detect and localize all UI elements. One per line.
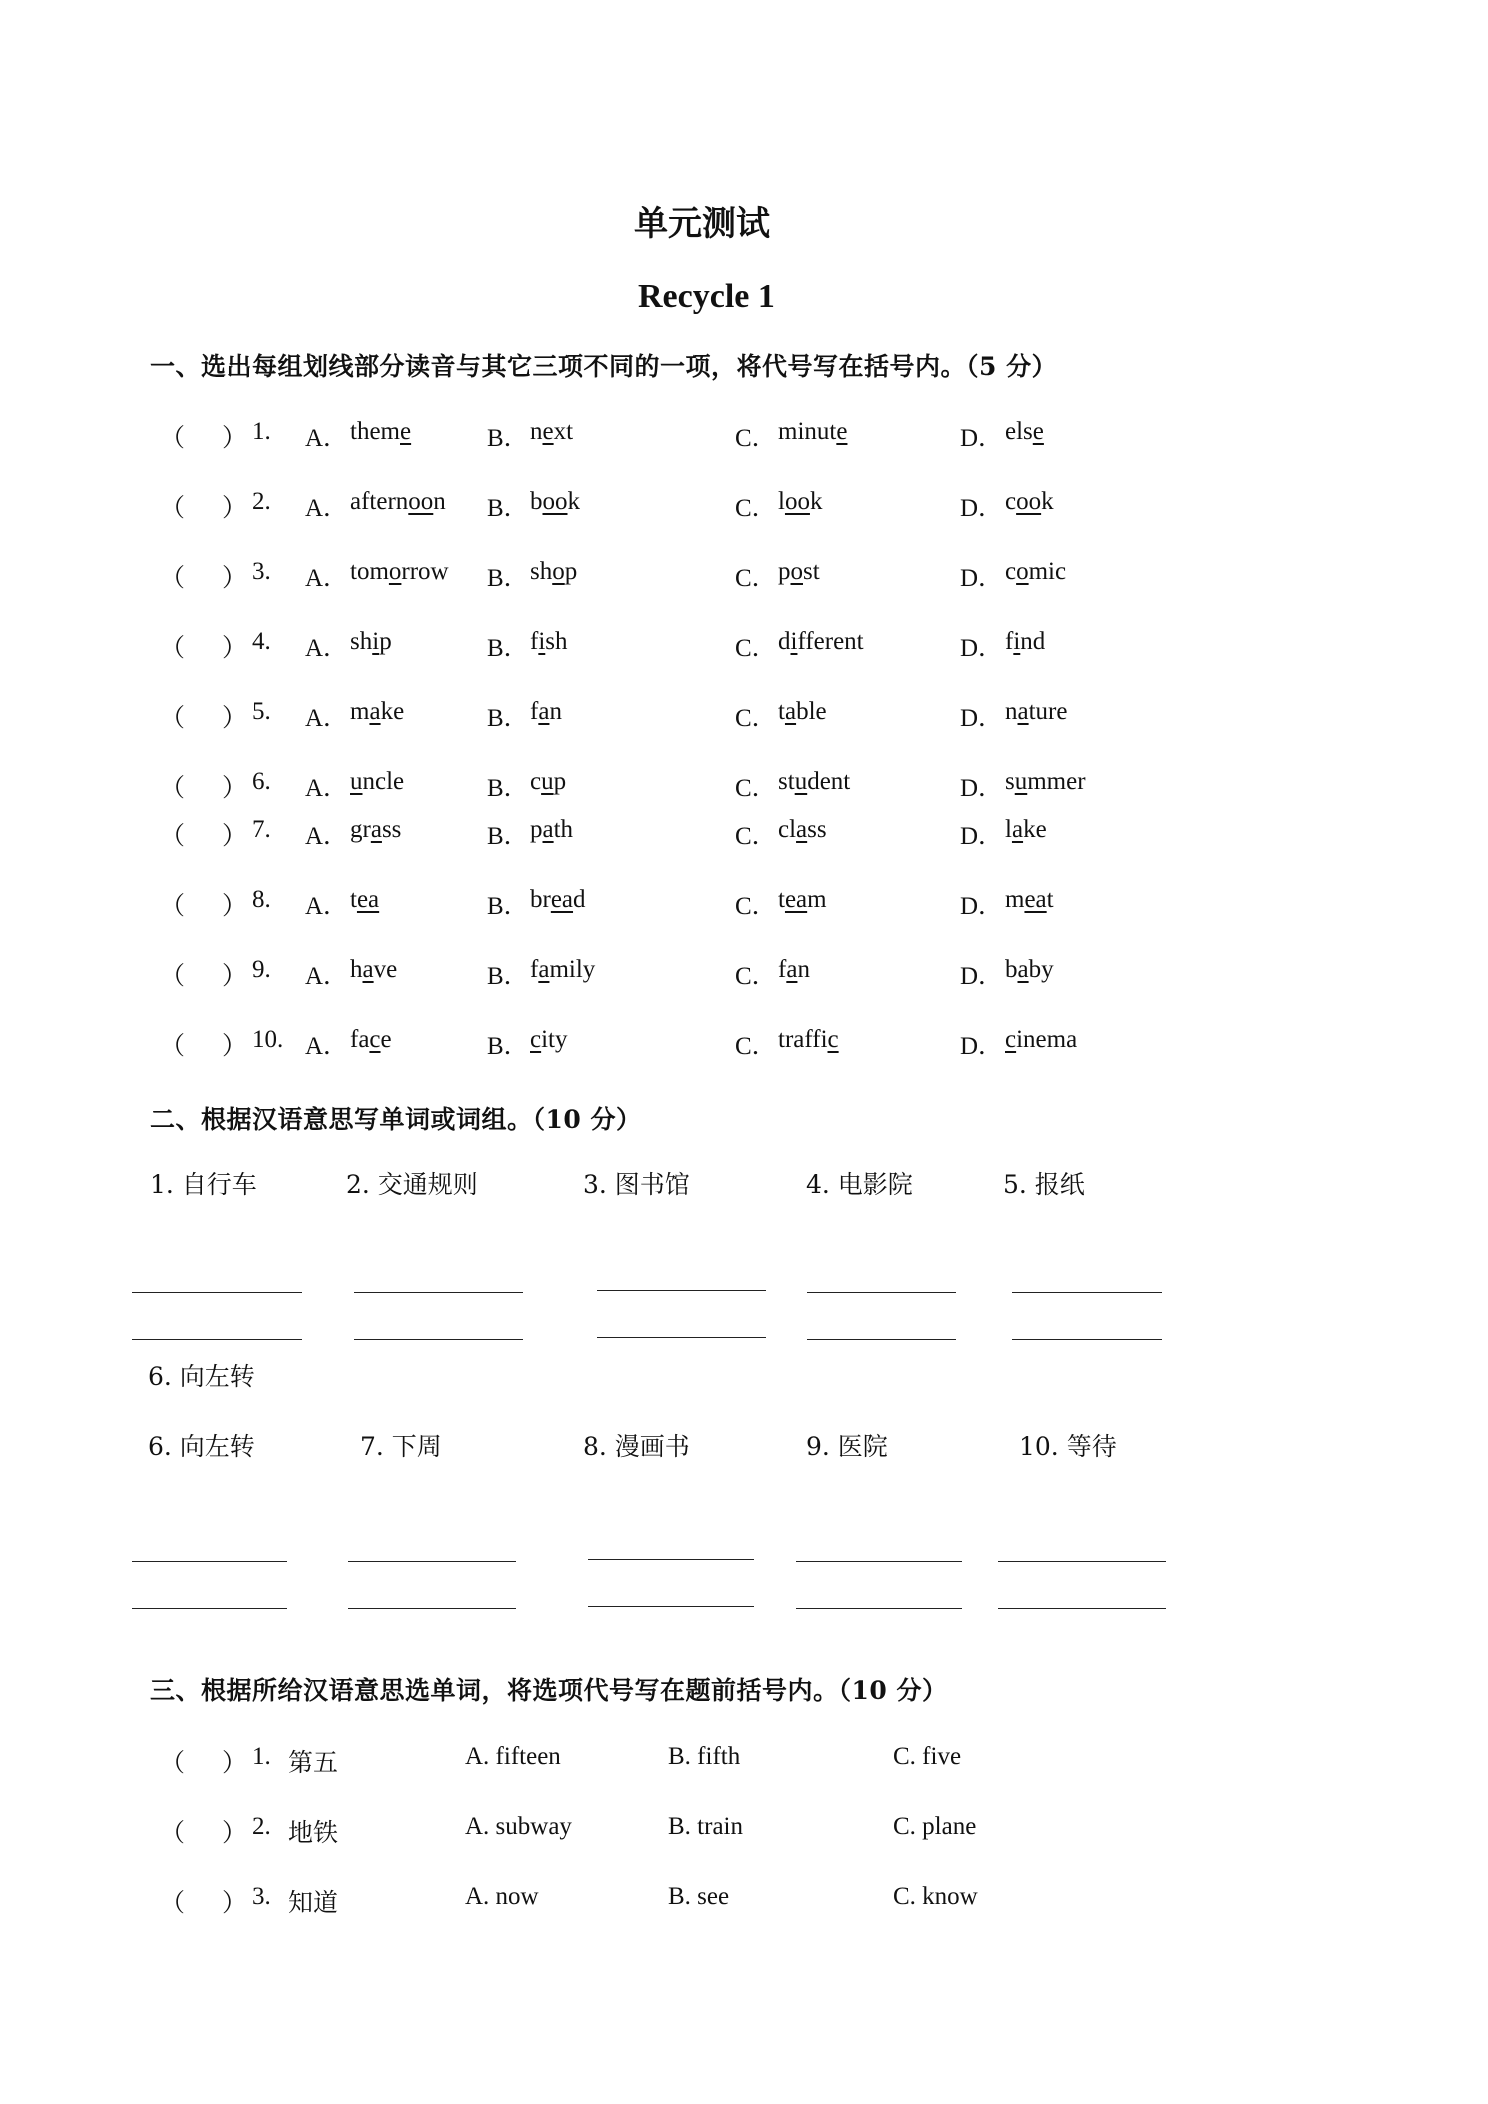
option-word xyxy=(1005,768,1086,796)
option-letter: D． xyxy=(960,963,1004,990)
answer-blank-line[interactable] xyxy=(132,1608,287,1609)
option-word xyxy=(530,768,566,796)
underlined-letters: c xyxy=(530,1026,542,1053)
question-number: 1. xyxy=(252,418,271,445)
word-part: br xyxy=(530,886,551,913)
underlined-letters: a xyxy=(542,816,554,843)
answer-blank-line[interactable] xyxy=(354,1339,523,1340)
underlined-letters: u xyxy=(794,768,808,795)
word-part: st xyxy=(778,768,795,795)
answer-paren-close[interactable]: ） xyxy=(222,495,248,522)
option-letter: C． xyxy=(735,775,777,802)
option-c: C. five xyxy=(893,1743,962,1770)
word-part: minut xyxy=(778,418,837,445)
word-part: l xyxy=(778,488,785,515)
question-number: 7. xyxy=(252,816,271,843)
word-part: p xyxy=(778,558,791,585)
answer-blank-line[interactable] xyxy=(588,1559,754,1560)
option-letter: B． xyxy=(487,1033,529,1060)
answer-blank-line[interactable] xyxy=(1012,1339,1162,1340)
word-part: s xyxy=(1005,768,1015,795)
option-letter: D． xyxy=(960,775,1004,802)
word-part: ss xyxy=(381,816,402,843)
option-letter: A． xyxy=(305,705,349,732)
answer-paren-open[interactable]: （ xyxy=(160,963,186,990)
underlined-letters: a xyxy=(796,816,808,843)
option-letter: B． xyxy=(487,425,529,452)
option-word xyxy=(530,698,562,726)
answer-blank-line[interactable] xyxy=(1012,1292,1162,1293)
word-part: l xyxy=(1005,816,1012,843)
word-part: t xyxy=(778,886,785,913)
underlined-letters: c xyxy=(369,1026,381,1053)
answer-paren-open[interactable]: （ xyxy=(160,893,186,920)
word-part: ity xyxy=(541,1026,568,1053)
question-number: 4. xyxy=(252,628,271,655)
vocab-prompt: 3. 图书馆 xyxy=(583,1170,690,1199)
option-word xyxy=(778,886,827,914)
answer-paren-open[interactable]: （ xyxy=(160,425,186,452)
answer-paren-open[interactable]: （ xyxy=(160,775,186,802)
answer-paren-open[interactable]: （ xyxy=(160,1820,186,1847)
option-word xyxy=(350,628,392,656)
answer-paren-close[interactable]: ） xyxy=(222,1033,248,1060)
option-word xyxy=(530,956,595,984)
underlined-letters: a xyxy=(370,816,382,843)
option-word xyxy=(1005,816,1047,844)
word-part: ve xyxy=(373,956,398,983)
word-part: mmer xyxy=(1027,768,1086,795)
word-part: ncle xyxy=(362,768,405,795)
option-letter: A． xyxy=(305,495,349,522)
word-part: h xyxy=(350,956,363,983)
option-word xyxy=(1005,418,1044,446)
question-number: 9. xyxy=(252,956,271,983)
word-part: e xyxy=(380,1026,392,1053)
answer-paren-close[interactable]: ） xyxy=(222,893,248,920)
word-part: f xyxy=(530,956,539,983)
option-b: B. train xyxy=(668,1813,743,1840)
chinese-prompt: 地铁 xyxy=(288,1820,339,1847)
word-part: th xyxy=(553,816,574,843)
option-letter: D． xyxy=(960,893,1004,920)
word-part: d xyxy=(778,628,791,655)
section1-heading: 一、选出每组划线部分读音与其它三项不同的一项，将代号写在括号内。（5 分） xyxy=(150,352,1058,381)
option-word xyxy=(350,768,404,796)
option-letter: B． xyxy=(487,775,529,802)
underlined-letters: a xyxy=(538,956,550,983)
option-word xyxy=(530,628,568,656)
word-part: n xyxy=(1005,698,1018,725)
option-word xyxy=(1005,1026,1077,1054)
word-part: gr xyxy=(350,816,371,843)
word-part: k xyxy=(1041,488,1054,515)
word-part: f xyxy=(530,698,539,725)
word-part: t xyxy=(778,698,785,725)
option-word xyxy=(1005,886,1054,914)
answer-blank-line[interactable] xyxy=(348,1608,516,1609)
question-number: 2. xyxy=(252,1813,271,1840)
option-word xyxy=(778,488,822,516)
option-word xyxy=(350,956,397,984)
word-part: n xyxy=(549,698,562,725)
vocab-prompt: 8. 漫画书 xyxy=(583,1432,690,1461)
answer-paren-open[interactable]: （ xyxy=(160,1750,186,1777)
underlined-letters: c xyxy=(827,1026,839,1053)
answer-paren-open[interactable]: （ xyxy=(160,1033,186,1060)
word-part: n xyxy=(797,956,810,983)
word-part: by xyxy=(1028,956,1054,983)
answer-paren-close[interactable]: ） xyxy=(222,565,248,592)
underlined-letters: u xyxy=(541,768,554,795)
answer-blank-line[interactable] xyxy=(597,1290,766,1291)
answer-paren-open[interactable]: （ xyxy=(160,823,186,850)
option-letter: B． xyxy=(487,495,529,522)
option-letter: B． xyxy=(487,635,529,662)
option-word xyxy=(778,698,827,726)
option-letter: C． xyxy=(735,1033,777,1060)
underlined-letters: i xyxy=(790,628,798,655)
question-number: 1. xyxy=(252,1743,271,1770)
answer-paren-close[interactable]: ） xyxy=(222,1820,248,1847)
option-letter: C． xyxy=(735,893,777,920)
word-part: p xyxy=(530,816,543,843)
underlined-letters: i xyxy=(538,628,546,655)
answer-blank-line[interactable] xyxy=(588,1606,754,1607)
answer-paren-open[interactable]: （ xyxy=(160,565,186,592)
option-word xyxy=(350,488,446,516)
option-a: A. now xyxy=(465,1883,539,1910)
word-part: mic xyxy=(1028,558,1067,585)
option-letter: A． xyxy=(305,775,349,802)
option-word xyxy=(778,768,850,796)
option-letter: D． xyxy=(960,495,1004,522)
vocab-prompt: 5. 报纸 xyxy=(1003,1170,1085,1199)
option-letter: A． xyxy=(305,823,349,850)
word-part: t xyxy=(1046,886,1054,913)
word-part: n xyxy=(530,418,543,445)
question-number: 2. xyxy=(252,488,271,515)
section2-heading: 二、根据汉语意思写单词或词组。（10 分） xyxy=(150,1105,642,1134)
option-word xyxy=(778,558,820,586)
option-c: C. plane xyxy=(893,1813,977,1840)
option-letter: D． xyxy=(960,565,1004,592)
chinese-prompt: 知道 xyxy=(288,1890,339,1917)
underlined-letters: e xyxy=(542,418,554,445)
word-part: aftern xyxy=(350,488,409,515)
option-word xyxy=(778,956,810,984)
answer-blank-line[interactable] xyxy=(354,1292,523,1293)
option-letter: C． xyxy=(735,495,777,522)
option-word xyxy=(350,886,379,914)
underlined-letters: a xyxy=(538,698,550,725)
word-part: f xyxy=(530,628,539,655)
option-a: A. subway xyxy=(465,1813,572,1840)
answer-paren-close[interactable]: ） xyxy=(222,705,248,732)
option-word xyxy=(350,558,449,586)
word-part: traffi xyxy=(778,1026,828,1053)
option-word xyxy=(778,418,847,446)
answer-blank-line[interactable] xyxy=(807,1339,956,1340)
question-number: 5. xyxy=(252,698,271,725)
cut-off-label: 6. 向左转 xyxy=(148,1362,255,1391)
underlined-letters: a xyxy=(784,698,797,725)
option-letter: A． xyxy=(305,425,349,452)
answer-paren-close[interactable]: ） xyxy=(222,775,248,802)
word-part: fferent xyxy=(797,628,864,655)
option-letter: A． xyxy=(305,893,349,920)
option-letter: C． xyxy=(735,635,777,662)
word-part: m xyxy=(1005,886,1025,913)
underlined-letters: e xyxy=(1032,418,1044,445)
answer-blank-line[interactable] xyxy=(132,1561,287,1562)
vocab-prompt: 6. 向左转 xyxy=(148,1432,255,1461)
word-part: t xyxy=(350,886,357,913)
option-letter: D． xyxy=(960,1033,1004,1060)
question-number: 3. xyxy=(252,558,271,585)
option-letter: D． xyxy=(960,635,1004,662)
option-word xyxy=(778,816,827,844)
vocab-prompt: 7. 下周 xyxy=(360,1432,442,1461)
answer-paren-open[interactable]: （ xyxy=(160,705,186,732)
answer-blank-line[interactable] xyxy=(348,1561,516,1562)
answer-paren-open[interactable]: （ xyxy=(160,635,186,662)
option-letter: D． xyxy=(960,823,1004,850)
question-number: 10. xyxy=(252,1026,284,1053)
underlined-letters: u xyxy=(1014,768,1028,795)
page-title: 单元测试 xyxy=(634,204,770,244)
option-word xyxy=(1005,558,1066,586)
word-part: them xyxy=(350,418,400,445)
word-part: els xyxy=(1005,418,1033,445)
option-letter: A． xyxy=(305,635,349,662)
word-part: rrow xyxy=(401,558,449,585)
option-word xyxy=(350,698,404,726)
underlined-letters: e xyxy=(400,418,412,445)
answer-paren-close[interactable]: ） xyxy=(222,635,248,662)
word-part: ke xyxy=(1023,816,1047,843)
question-number: 6. xyxy=(252,768,271,795)
underlined-letters: u xyxy=(350,768,363,795)
option-letter: C． xyxy=(735,425,777,452)
word-part: ble xyxy=(796,698,827,725)
option-letter: B． xyxy=(487,963,529,990)
word-part: p xyxy=(379,628,392,655)
word-part: st xyxy=(803,558,820,585)
section3-heading: 三、根据所给汉语意思选单词，将选项代号写在题前括号内。（10 分） xyxy=(150,1676,948,1705)
option-letter: A． xyxy=(305,963,349,990)
underlined-letters: a xyxy=(1017,698,1029,725)
chinese-prompt: 第五 xyxy=(288,1750,339,1777)
underlined-letters: oo xyxy=(784,488,810,515)
word-part: b xyxy=(1005,956,1018,983)
word-part: sh xyxy=(545,628,568,655)
option-word xyxy=(350,816,401,844)
option-word xyxy=(1005,628,1045,656)
option-word xyxy=(530,488,580,516)
word-part: p xyxy=(553,768,567,795)
word-part: ture xyxy=(1028,698,1068,725)
option-letter: C． xyxy=(735,565,777,592)
underlined-letters: ea xyxy=(1024,886,1047,913)
word-part: xt xyxy=(553,418,574,445)
option-word xyxy=(530,1026,568,1054)
word-part: c xyxy=(1005,488,1017,515)
answer-blank-line[interactable] xyxy=(597,1337,766,1338)
word-part: cl xyxy=(778,816,797,843)
answer-paren-close[interactable]: ） xyxy=(222,1750,248,1777)
answer-blank-line[interactable] xyxy=(998,1608,1166,1609)
answer-paren-close[interactable]: ） xyxy=(222,823,248,850)
answer-blank-line[interactable] xyxy=(998,1561,1166,1562)
option-b: B. see xyxy=(668,1883,730,1910)
underlined-letters: o xyxy=(552,558,565,585)
option-word xyxy=(778,628,864,656)
word-part: fa xyxy=(350,1026,370,1053)
word-part: dent xyxy=(807,768,851,795)
option-letter: B． xyxy=(487,823,529,850)
option-letter: D． xyxy=(960,705,1004,732)
word-part: sh xyxy=(350,628,373,655)
underlined-letters: o xyxy=(790,558,803,585)
vocab-prompt: 2. 交通规则 xyxy=(346,1170,478,1199)
option-letter: C． xyxy=(735,705,777,732)
word-part: c xyxy=(1005,558,1017,585)
option-a: A. fifteen xyxy=(465,1743,561,1770)
underlined-letters: o xyxy=(1016,558,1029,585)
answer-blank-line[interactable] xyxy=(132,1292,302,1293)
word-part: f xyxy=(778,956,787,983)
word-part: sh xyxy=(530,558,553,585)
option-letter: B． xyxy=(487,705,529,732)
option-letter: A． xyxy=(305,565,349,592)
word-part: m xyxy=(807,886,827,913)
option-word xyxy=(530,418,573,446)
option-letter: B． xyxy=(487,893,529,920)
underlined-letters: i xyxy=(1013,628,1021,655)
question-number: 3. xyxy=(252,1883,271,1910)
answer-blank-line[interactable] xyxy=(807,1292,956,1293)
underlined-letters: oo xyxy=(408,488,434,515)
answer-blank-line[interactable] xyxy=(796,1561,962,1562)
underlined-letters: o xyxy=(388,558,402,585)
underlined-letters: a xyxy=(1011,816,1024,843)
underlined-letters: a xyxy=(362,956,374,983)
word-part: mily xyxy=(549,956,596,983)
option-word xyxy=(778,1026,839,1054)
underlined-letters: ea xyxy=(784,886,808,913)
page-subtitle: Recycle 1 xyxy=(638,278,775,315)
underlined-letters: a xyxy=(786,956,798,983)
word-part: tom xyxy=(350,558,389,585)
word-part: ke xyxy=(380,698,405,725)
vocab-prompt: 9. 医院 xyxy=(806,1432,888,1461)
vocab-prompt: 10. 等待 xyxy=(1019,1432,1117,1461)
option-letter: C． xyxy=(735,823,777,850)
word-part: n xyxy=(433,488,446,515)
option-word xyxy=(1005,488,1054,516)
option-word xyxy=(1005,698,1067,726)
underlined-letters: oo xyxy=(1016,488,1042,515)
vocab-prompt: 1. 自行车 xyxy=(150,1170,257,1199)
word-part: k xyxy=(809,488,823,515)
option-letter: D． xyxy=(960,425,1004,452)
underlined-letters: ea xyxy=(356,886,380,913)
answer-paren-open[interactable]: （ xyxy=(160,495,186,522)
option-word xyxy=(350,1026,392,1054)
underlined-letters: ea xyxy=(550,886,574,913)
underlined-letters: c xyxy=(1005,1026,1017,1053)
answer-paren-open[interactable]: （ xyxy=(160,1890,186,1917)
word-part: k xyxy=(567,488,580,515)
question-number: 8. xyxy=(252,886,271,913)
word-part: f xyxy=(1005,628,1014,655)
answer-blank-line[interactable] xyxy=(132,1339,302,1340)
underlined-letters: a xyxy=(1017,956,1029,983)
option-word xyxy=(1005,956,1054,984)
option-word xyxy=(530,816,573,844)
option-word xyxy=(530,558,577,586)
underlined-letters: oo xyxy=(542,488,568,515)
option-b: B. fifth xyxy=(668,1743,741,1770)
underlined-letters: e xyxy=(836,418,848,445)
word-part: inema xyxy=(1016,1026,1078,1053)
answer-paren-close[interactable]: ） xyxy=(222,963,248,990)
option-letter: B． xyxy=(487,565,529,592)
answer-paren-close[interactable]: ） xyxy=(222,1890,248,1917)
option-letter: A． xyxy=(305,1033,349,1060)
option-word xyxy=(530,886,586,914)
word-part: c xyxy=(530,768,542,795)
word-part: ss xyxy=(807,816,827,843)
option-c: C. know xyxy=(893,1883,978,1910)
word-part: d xyxy=(573,886,586,913)
option-letter: C． xyxy=(735,963,777,990)
word-part: nd xyxy=(1020,628,1046,655)
word-part: b xyxy=(530,488,543,515)
word-part: m xyxy=(350,698,370,725)
vocab-prompt: 4. 电影院 xyxy=(806,1170,913,1199)
word-part: p xyxy=(564,558,578,585)
underlined-letters: a xyxy=(369,698,381,725)
underlined-letters: i xyxy=(372,628,380,655)
answer-paren-close[interactable]: ） xyxy=(222,425,248,452)
answer-blank-line[interactable] xyxy=(796,1608,962,1609)
option-word xyxy=(350,418,411,446)
